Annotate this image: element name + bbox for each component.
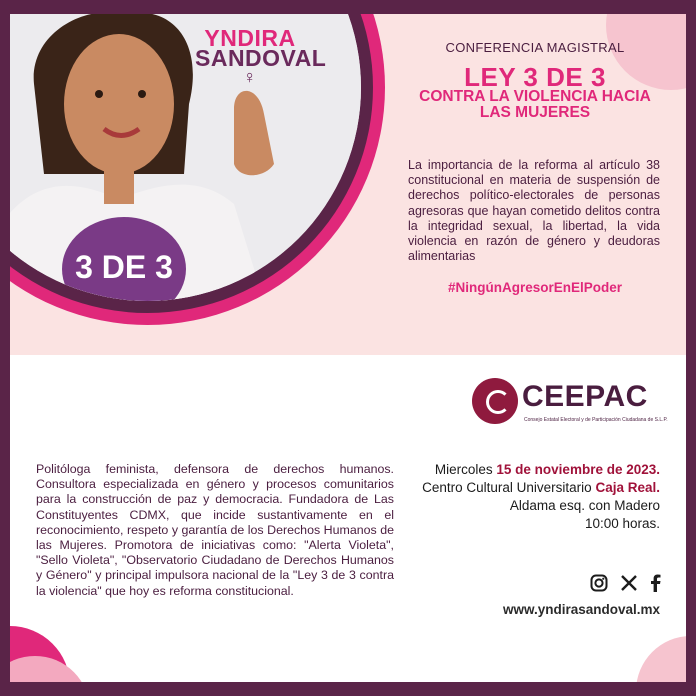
facebook-icon[interactable] <box>645 574 665 594</box>
shirt-print: 3 DE 3 <box>75 249 173 285</box>
website-link[interactable]: www.yndirasandoval.mx <box>502 602 660 617</box>
x-icon[interactable] <box>619 574 639 594</box>
frame-border-right <box>686 0 696 696</box>
speaker-bio: Politóloga feminista, defensora de derechos humanos. Consultora especializada en género y procesos comunitarios para la construcción de paz y democracia. Fundadora de Las Constituyentes CDMX, que incide sustantivamente en el reconocimiento, respeto y garantía de los Derechos Humanos de las Mujeres. Promotora de iniciativas como: "Alerta Violeta", "Sello Violeta", "Observatorio Ciudadano de Derechos Humanos y Género" y principal impulsora nacional de la "Ley 3 de 3 contra la violencia" que hoy es reforma constitucional. <box>36 462 394 598</box>
organizer-caption: Consejo Estatal Electoral y de Participación Ciudadana de S.L.P. <box>524 417 668 423</box>
ceepac-logo <box>472 378 668 430</box>
event-address: Aldama esq. con Madero <box>509 498 660 513</box>
event-venue-line <box>398 479 660 497</box>
event-details <box>398 461 660 533</box>
social-links <box>587 574 662 598</box>
subtitle-line-1: CONTRA LA VIOLENCIA HACIA <box>419 88 651 105</box>
event-title: LEY 3 DE 3 <box>464 62 606 92</box>
speaker-last-name: SANDOVAL <box>195 45 327 71</box>
event-description: La importancia de la reforma al artículo 38 constitucional en materia de suspensión de derechos político-electorales de personas agresoras que hayan cometido delitos contra la integridad sexual, la libertad, la vida violencia en razón de género y deudoras alimentarias <box>408 158 660 264</box>
frame-border-left <box>0 0 10 696</box>
event-date: 15 de noviembre de 2023. <box>496 462 660 477</box>
female-symbol-icon: ♀ <box>243 67 257 87</box>
frame-border-top <box>0 0 696 14</box>
event-type: CONFERENCIA MAGISTRAL <box>445 40 625 55</box>
event-day: Miercoles <box>434 462 493 477</box>
organizer-name: CEEPAC <box>522 380 648 413</box>
event-venue-prefix: Centro Cultural Universitario <box>422 480 592 495</box>
event-subtitle <box>405 89 665 121</box>
speaker-name-logo <box>195 25 327 87</box>
ceepac-emblem-icon <box>472 378 518 424</box>
frame-border-bottom <box>0 682 696 696</box>
speaker-first-name: YNDIRA <box>204 25 296 51</box>
event-venue-name: Caja Real. <box>595 480 660 495</box>
event-time: 10:00 horas. <box>584 516 660 531</box>
subtitle-line-2: LAS MUJERES <box>479 104 591 121</box>
instagram-icon[interactable] <box>589 574 609 594</box>
hashtag: #NingúnAgresorEnElPoder <box>447 280 623 295</box>
event-date-line <box>398 461 660 479</box>
